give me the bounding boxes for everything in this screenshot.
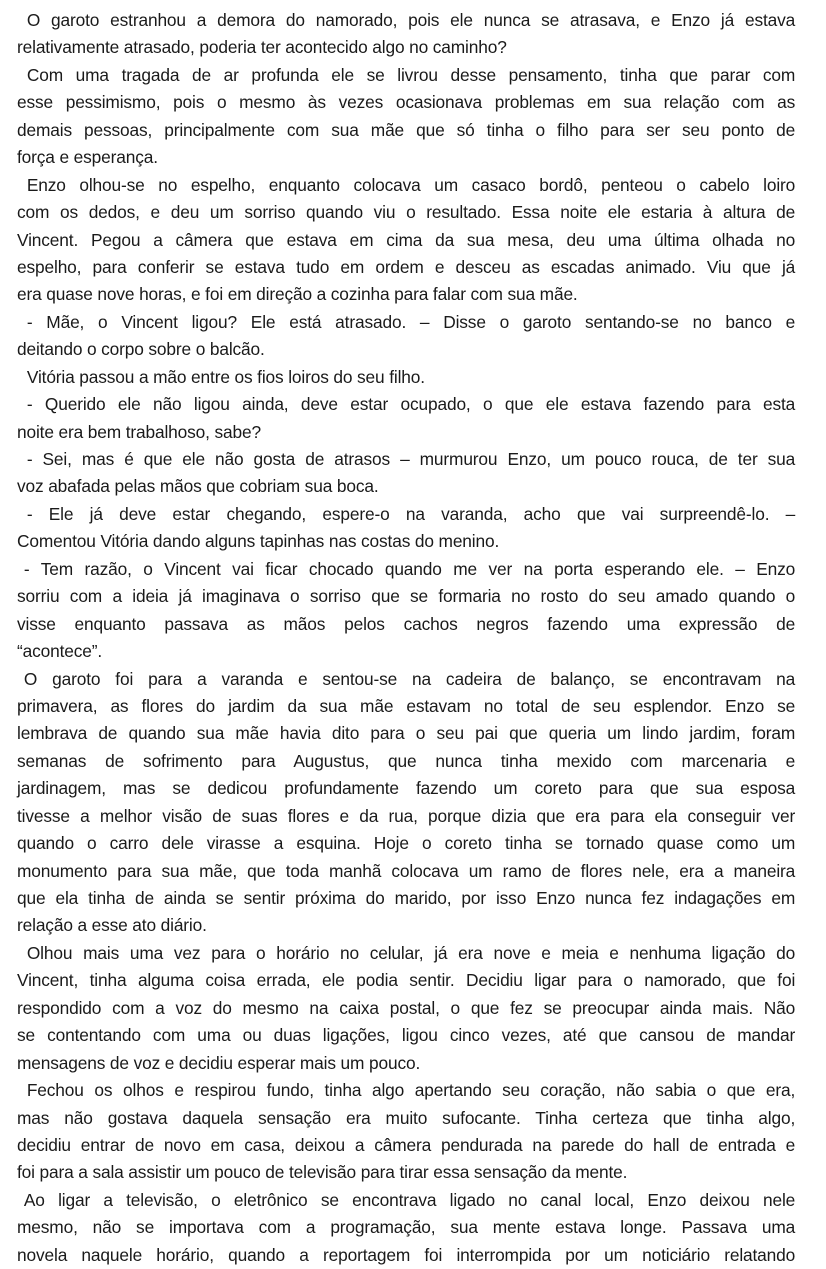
paragraph (17, 62, 807, 172)
text-line: esse pessimismo, pois o mesmo às vezes ocasionava problemas em sua relação com as (17, 92, 796, 113)
text-line: Fechou os olhos e respirou fundo, tinha algo apertando seu coração, não sabia o que era, (26, 1080, 796, 1101)
text-line: - Ele já deve estar chegando, espere-o na varanda, acho que vai surpreendê-lo. – (26, 503, 796, 524)
text-line: visse enquanto passava as mãos pelos cachos negros fazendo uma expressão de (17, 613, 796, 634)
paragraph (17, 940, 807, 1077)
text-line: mensagens de voz e decidiu esperar mais um pouco. (17, 1052, 421, 1073)
text-line: Enzo olhou-se no espelho, enquanto colocava um casaco bordô, penteou o cabelo loiro (26, 174, 796, 195)
text-line: - Mãe, o Vincent ligou? Ele está atrasado. – Disse o garoto sentando-se no banco e (26, 311, 796, 332)
text-line: força e esperança. (17, 147, 158, 168)
text-line: que ela tinha de ainda se sentir próxima do marido, por isso Enzo nunca fez indagações em (17, 888, 796, 908)
text-line: primavera, as flores do jardim da sua mãe estavam no total de seu esplendor. Enzo se (17, 695, 796, 716)
paragraph (17, 309, 807, 364)
text-line: semanas de sofrimento para Augustus, que nunca tinha mexido com marcenaria e (17, 750, 796, 771)
text-line: jardinagem, mas se dedicou profundamente fazendo um coreto para que sua esposa (17, 778, 796, 799)
text-line: voz abafada pelas mãos que cobriam sua boca. (17, 476, 379, 497)
paragraph (17, 172, 807, 309)
text-line: mesmo, não se importava com a programação, sua mente estava longe. Passava uma (17, 1217, 796, 1238)
text-line: tivesse a melhor visão de suas flores e da rua, porque dizia que era para ela conseguir ver (17, 805, 796, 826)
text-line: quando o carro dele virasse a esquina. Hoje o coreto tinha se tornado quase como um (17, 833, 796, 854)
text-line: espelho, para conferir se estava tudo em ordem e desceu as escadas animado. Viu que já (17, 256, 796, 277)
text-line: noite era bem trabalhoso, sabe? (17, 421, 261, 442)
text-line: Vincent. Pegou a câmera que estava em cima da sua mesa, deu uma última olhada no (17, 229, 796, 250)
paragraph (17, 364, 807, 391)
text-line: O garoto estranhou a demora do namorado, pois ele nunca se atrasava, e Enzo já estava (26, 10, 796, 30)
paragraph (17, 501, 807, 556)
text-line: mas não gostava daquela sensação era muito sufocante. Tinha certeza que tinha algo, (17, 1107, 796, 1128)
paragraph (17, 1187, 807, 1269)
text-line: monumento para sua mãe, que toda manhã colocava um ramo de flores nele, era a maneira (17, 860, 796, 881)
text-line: decidiu entrar de novo em casa, deixou a câmera pendurada na parede do hall de entrada e (17, 1134, 796, 1155)
text-line: se contentando com uma ou duas ligações, ligou cinco vezes, até que cansou de mandar (17, 1025, 796, 1046)
text-line: sorriu com a ideia já imaginava o sorriso que se formaria no rosto do seu amado quando o (17, 586, 796, 607)
text-line: - Tem razão, o Vincent vai ficar chocado quando me ver na porta esperando ele. – Enzo (23, 558, 796, 579)
text-line: Ao ligar a televisão, o eletrônico se encontrava ligado no canal local, Enzo deixou nele (23, 1189, 796, 1210)
paragraph (17, 7, 807, 62)
paragraph (17, 1077, 807, 1187)
text-line: - Sei, mas é que ele não gosta de atrasos – murmurou Enzo, um pouco rouca, de ter sua (26, 449, 796, 469)
text-line: Vitória passou a mão entre os fios loiros do seu filho. (26, 366, 425, 387)
text-line: Com uma tragada de ar profunda ele se livrou desse pensamento, tinha que parar com (26, 64, 796, 85)
text-line: O garoto foi para a varanda e sentou-se na cadeira de balanço, se encontravam na (23, 668, 796, 689)
text-line: foi para a sala assistir um pouco de televisão para tirar essa sensação da mente. (17, 1162, 628, 1183)
text-line: Olhou mais uma vez para o horário no celular, já era nove e meia e nenhuma ligação do (26, 942, 796, 963)
text-line: - Querido ele não ligou ainda, deve estar ocupado, o que ele estava fazendo para esta (26, 394, 796, 415)
text-line: relação a esse ato diário. (17, 915, 207, 936)
document-body (17, 7, 807, 1269)
text-line: com os dedos, e deu um sorriso quando viu o resultado. Essa noite ele estaria à altura de (17, 202, 796, 223)
paragraph (17, 556, 807, 666)
text-line: lembrava de quando sua mãe havia dito para o seu pai que queria um lindo jardim, foram (17, 723, 796, 744)
text-line: “acontece”. (17, 641, 103, 662)
paragraph (17, 391, 807, 446)
text-line: respondido com a voz do mesmo na caixa postal, o que fez se preocupar ainda mais. Não (17, 997, 796, 1018)
text-line: relativamente atrasado, poderia ter acontecido algo no caminho? (17, 37, 507, 58)
text-line: demais pessoas, principalmente com sua mãe que só tinha o filho para ser seu ponto de (17, 119, 796, 140)
text-line: deitando o corpo sobre o balcão. (17, 339, 265, 360)
text-line: era quase nove horas, e foi em direção a cozinha para falar com sua mãe. (17, 284, 578, 305)
text-line: novela naquele horário, quando a reportagem foi interrompida por um noticiário relatando (17, 1244, 796, 1265)
paragraph (17, 666, 807, 940)
paragraph (17, 446, 807, 501)
text-line: Comentou Vitória dando alguns tapinhas nas costas do menino. (17, 531, 500, 552)
text-line: Vincent, tinha alguma coisa errada, ele podia sentir. Decidiu ligar para o namorado, que foi (17, 970, 796, 991)
